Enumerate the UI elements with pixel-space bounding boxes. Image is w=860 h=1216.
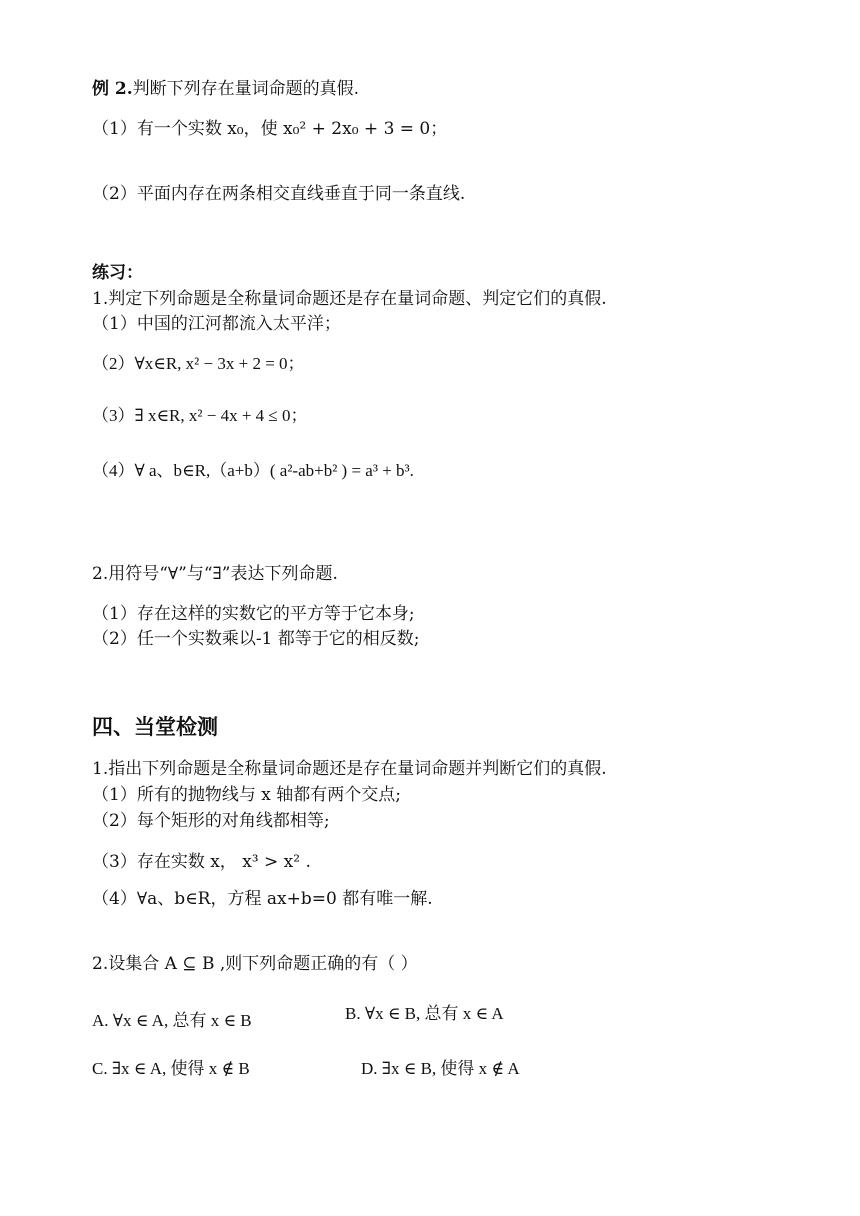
section4-q2: 2.设集合 A ⊆ B ,则下列命题正确的有（ ） bbox=[92, 954, 418, 974]
section4-q1-item-1: （1）所有的抛物线与 x 轴都有两个交点; bbox=[92, 785, 401, 805]
practice-q1-item-2: （2）∀x∈R, x² − 3x + 2 = 0； bbox=[92, 354, 305, 373]
option-b: B. ∀x ∈ B, 总有 x ∈ A bbox=[345, 1004, 504, 1023]
section4-q1-item-3: （3）存在实数 x， x³ > x² . bbox=[92, 852, 311, 872]
practice-q1: 1.判定下列命题是全称量词命题还是存在量词命题、判定它们的真假. bbox=[92, 289, 607, 309]
example2-prompt: 判断下列存在量词命题的真假. bbox=[132, 79, 360, 99]
section4-q1-item-2: （2）每个矩形的对角线都相等; bbox=[92, 811, 330, 831]
example2-title bbox=[92, 78, 359, 100]
example2-item-2: （2）平面内存在两条相交直线垂直于同一条直线. bbox=[92, 184, 466, 204]
section4-q1-item-4: （4）∀a、b∈R，方程 ax+b=0 都有唯一解. bbox=[92, 889, 433, 909]
practice-q1-item-3: （3）∃ x∈R, x² − 4x + 4 ≤ 0； bbox=[92, 406, 308, 425]
section4-q1: 1.指出下列命题是全称量词命题还是存在量词命题并判断它们的真假. bbox=[92, 759, 607, 779]
example2-item-1: （1）有一个实数 x₀，使 x₀² + 2x₀ + 3 = 0； bbox=[92, 119, 448, 139]
practice-q2-item-2: （2）任一个实数乘以-1 都等于它的相反数; bbox=[92, 629, 420, 649]
practice-q1-item-1: （1）中国的江河都流入太平洋； bbox=[92, 314, 341, 334]
practice-heading: 练习： bbox=[92, 263, 143, 283]
practice-q2: 2.用符号“∀”与“∃”表达下列命题. bbox=[92, 564, 338, 584]
option-a: A. ∀x ∈ A, 总有 x ∈ B bbox=[92, 1011, 252, 1030]
practice-q1-item-4: （4）∀ a、b∈R,（a+b）( a²-ab+b² ) = a³ + b³. bbox=[92, 461, 414, 480]
practice-q2-item-1: （1）存在这样的实数它的平方等于它本身; bbox=[92, 604, 415, 624]
section4-heading: 四、当堂检测 bbox=[92, 715, 218, 739]
option-d: D. ∃x ∈ B, 使得 x ∉ A bbox=[361, 1059, 520, 1078]
option-c: C. ∃x ∈ A, 使得 x ∉ B bbox=[92, 1059, 250, 1078]
example2-label: 例 2. bbox=[92, 79, 133, 99]
